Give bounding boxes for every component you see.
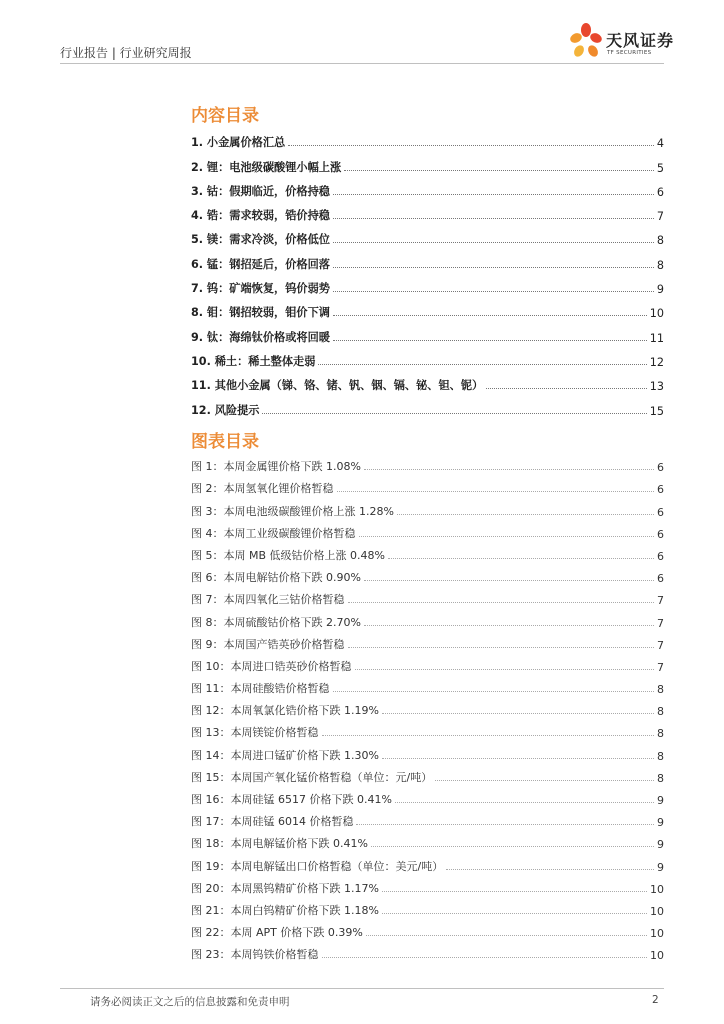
figure-entry-label[interactable]: 图 17：本周硅锰 6014 价格暂稳: [191, 815, 354, 829]
toc-entry[interactable]: [191, 175, 664, 199]
figure-entry-page-number[interactable]: 8: [657, 771, 664, 785]
footer-disclaimer: 请务必阅读正文之后的信息披露和免责申明: [90, 996, 290, 1008]
page-number: 2: [652, 994, 659, 1006]
dot-leader: [344, 170, 654, 171]
figure-entry[interactable]: [191, 874, 664, 896]
figure-entry-page-number[interactable]: 6: [657, 527, 664, 541]
figure-entry[interactable]: [191, 851, 664, 873]
toc-entry-label[interactable]: 11. 其他小金属（锑、铬、锗、钒、铟、镉、铋、钽、铌）: [191, 379, 484, 393]
toc-entry-label[interactable]: 8. 钼：钢招较弱，钼价下调: [191, 306, 330, 320]
figure-entry-page-number[interactable]: 9: [657, 838, 664, 852]
toc-entry[interactable]: [191, 345, 664, 369]
figure-entry[interactable]: [191, 940, 664, 962]
toc-entry-label[interactable]: 6. 锰：钢招延后，价格回落: [191, 257, 330, 271]
dot-leader: [395, 802, 654, 803]
logo-chinese-name: 天风证券: [606, 31, 675, 50]
figure-entry-label[interactable]: 图 4：本周工业级碳酸锂价格暂稳: [191, 526, 356, 540]
toc-list: [191, 126, 664, 418]
figure-entry-page-number[interactable]: 10: [650, 904, 664, 918]
figure-entry[interactable]: [191, 740, 664, 762]
dot-leader: [382, 758, 654, 759]
dot-leader: [382, 891, 647, 892]
toc-entry-label[interactable]: 12. 风险提示: [191, 403, 260, 417]
toc-entry-label[interactable]: 3. 钴：假期临近，价格持稳: [191, 184, 330, 198]
dot-leader: [356, 824, 654, 825]
toc-entry-label[interactable]: 4. 锆：需求较弱，锆价持稳: [191, 209, 330, 223]
toc-entry-label[interactable]: 7. 钨：矿端恢复，钨价弱势: [191, 282, 330, 296]
dot-leader: [359, 536, 655, 537]
dot-leader: [333, 340, 647, 341]
toc-entry-label[interactable]: 2. 锂：电池级碳酸锂小幅上涨: [191, 160, 342, 174]
dot-leader: [388, 558, 654, 559]
figure-entry-page-number[interactable]: 6: [657, 483, 664, 497]
dot-leader: [333, 218, 654, 219]
figure-entry[interactable]: [191, 474, 664, 496]
toc-entry-page-number[interactable]: 11: [649, 331, 664, 345]
toc-entry-page-number[interactable]: 12: [649, 355, 664, 369]
company-logo: [567, 22, 677, 62]
figure-entry[interactable]: [191, 541, 664, 563]
dot-leader: [333, 291, 654, 292]
figure-entry-label[interactable]: 图 6：本周电解钴价格下跌 0.90%: [191, 571, 361, 585]
dot-leader: [364, 625, 654, 626]
figure-entry-label[interactable]: 图 16：本周硅锰 6517 价格下跌 0.41%: [191, 793, 392, 806]
figure-entry-label[interactable]: 图 13：本周镁锭价格暂稳: [191, 726, 319, 740]
dot-leader: [333, 267, 654, 268]
figure-entry-label[interactable]: 图 23：本周钨铁价格暂稳: [191, 948, 319, 962]
figure-entry-label[interactable]: 图 10：本周进口锆英砂价格暂稳: [191, 659, 352, 673]
figure-entry[interactable]: [191, 696, 664, 718]
figure-entry[interactable]: [191, 652, 664, 674]
figure-entry[interactable]: [191, 807, 664, 829]
figure-entry-page-number[interactable]: 8: [657, 705, 664, 719]
figure-entry-label[interactable]: 图 11：本周硅酸锆价格暂稳: [191, 682, 330, 696]
dot-leader: [318, 364, 646, 365]
figure-entry[interactable]: [191, 829, 664, 851]
toc-entry-page-number[interactable]: 9: [656, 283, 664, 297]
toc-entry[interactable]: [191, 320, 664, 344]
figure-entry[interactable]: [191, 607, 664, 629]
figure-entry-label[interactable]: 图 18：本周电解锰价格下跌 0.41%: [191, 837, 368, 851]
figure-entry-page-number[interactable]: 6: [657, 505, 664, 519]
figure-entry-label[interactable]: 图 15：本周国产氧化锰价格暂稳（单位：元/吨）: [191, 770, 433, 784]
figure-entry-page-number[interactable]: 6: [657, 461, 664, 475]
toc-entry[interactable]: [191, 223, 664, 247]
toc-entry-label[interactable]: 1. 小金属价格汇总: [191, 136, 286, 150]
figure-entry-label[interactable]: 图 19：本周电解锰出口价格暂稳（单位：美元/吨）: [191, 859, 444, 873]
toc-entry[interactable]: [191, 296, 664, 320]
figure-entry[interactable]: [191, 452, 664, 474]
dot-leader: [322, 957, 648, 958]
toc-entry-page-number[interactable]: 15: [649, 404, 664, 418]
dot-leader: [382, 913, 647, 914]
logo-english-name: TF SECURITIES: [607, 50, 652, 56]
dot-leader: [371, 846, 654, 847]
toc-entry[interactable]: [191, 150, 664, 174]
figure-entry-page-number[interactable]: 9: [657, 860, 664, 874]
toc-entry[interactable]: [191, 126, 664, 150]
figures-toc-list: [191, 452, 664, 962]
figure-entry-label[interactable]: 图 3：本周电池级碳酸锂价格上涨 1.28%: [191, 504, 394, 518]
toc-entry-page-number[interactable]: 6: [656, 185, 664, 199]
toc-entry-label[interactable]: 9. 钛：海绵钛价格或将回暖: [191, 330, 330, 344]
dot-leader: [288, 145, 654, 146]
figure-entry-label[interactable]: 图 7：本周四氧化三钴价格暂稳: [191, 593, 345, 607]
dot-leader: [348, 647, 655, 648]
figure-entry-label[interactable]: 图 14：本周进口锰矿价格下跌 1.30%: [191, 748, 379, 762]
dot-leader: [364, 580, 654, 581]
toc-entry-page-number[interactable]: 10: [649, 307, 664, 321]
figure-entry-page-number[interactable]: 6: [657, 572, 664, 586]
dot-leader: [364, 469, 654, 470]
figure-entry-label[interactable]: 图 20：本周黑钨精矿价格下跌 1.17%: [191, 881, 379, 895]
toc-entry[interactable]: [191, 393, 664, 417]
figure-entry-label[interactable]: 图 12：本周氧氯化锆价格下跌 1.19%: [191, 704, 379, 718]
figure-entry[interactable]: [191, 519, 664, 541]
figure-entry-page-number[interactable]: 8: [657, 727, 664, 741]
figure-entry[interactable]: [191, 763, 664, 785]
dot-leader: [355, 669, 655, 670]
figure-entry-label[interactable]: 图 1：本周金属锂价格下跌 1.08%: [191, 460, 361, 474]
toc-entry-page-number[interactable]: 8: [656, 234, 664, 248]
toc-entry-page-number[interactable]: 7: [656, 210, 664, 224]
toc-entry-label[interactable]: 5. 镁：需求冷淡，价格低位: [191, 233, 330, 247]
figure-entry-page-number[interactable]: 9: [657, 794, 664, 807]
toc-entry[interactable]: [191, 247, 664, 271]
dot-leader: [382, 713, 654, 714]
toc-entry[interactable]: [191, 369, 664, 393]
toc-entry-page-number[interactable]: 13: [649, 380, 664, 394]
dot-leader: [366, 935, 647, 936]
figure-entry[interactable]: [191, 630, 664, 652]
dot-leader: [348, 602, 655, 603]
figure-entry[interactable]: [191, 674, 664, 696]
figure-entry[interactable]: [191, 918, 664, 940]
flower-logo-icon: [567, 22, 605, 62]
figure-entry-label[interactable]: 图 8：本周硫酸钴价格下跌 2.70%: [191, 615, 361, 629]
dot-leader: [337, 491, 655, 492]
figure-entry-page-number[interactable]: 7: [657, 638, 664, 652]
figure-entry-page-number[interactable]: 7: [657, 660, 664, 674]
dot-leader: [333, 315, 647, 316]
dot-leader: [322, 735, 655, 736]
figure-entry-page-number[interactable]: 6: [657, 549, 664, 563]
dot-leader: [333, 242, 654, 243]
figure-entry-label[interactable]: 图 9：本周国产锆英砂价格暂稳: [191, 637, 345, 651]
figure-entry-page-number[interactable]: 9: [657, 816, 664, 830]
figure-entry[interactable]: [191, 896, 664, 918]
figure-entry-label[interactable]: 图 5：本周 MB 低级钴价格上涨 0.48%: [191, 548, 385, 562]
footer-divider: [60, 988, 664, 989]
toc-entry[interactable]: [191, 199, 664, 223]
figure-entry-page-number[interactable]: 10: [650, 882, 664, 896]
dot-leader: [397, 514, 654, 515]
figure-entry-label[interactable]: 图 2：本周氢氧化锂价格暂稳: [191, 482, 334, 496]
figure-entry-page-number[interactable]: 8: [657, 683, 664, 697]
figure-entry-page-number[interactable]: 8: [657, 749, 664, 763]
dot-leader: [435, 780, 654, 781]
dot-leader: [486, 388, 647, 389]
figure-entry[interactable]: [191, 585, 664, 607]
figure-entry-page-number[interactable]: 7: [657, 616, 664, 630]
figure-entry[interactable]: [191, 718, 664, 740]
report-breadcrumb: 行业报告 | 行业研究周报: [60, 46, 192, 60]
header-divider: [60, 63, 664, 64]
dot-leader: [333, 194, 654, 195]
toc-title: 内容目录: [191, 106, 259, 126]
dot-leader: [333, 691, 655, 692]
toc-entry-page-number[interactable]: 4: [656, 137, 664, 151]
figure-entry[interactable]: [191, 496, 664, 518]
figure-entry-label[interactable]: 图 22：本周 APT 价格下跌 0.39%: [191, 926, 363, 940]
figure-entry-page-number[interactable]: 7: [657, 594, 664, 608]
figure-entry[interactable]: [191, 785, 664, 807]
figure-entry-page-number[interactable]: 10: [650, 949, 664, 963]
figure-entry-label[interactable]: 图 21：本周白钨精矿价格下跌 1.18%: [191, 903, 379, 917]
toc-entry[interactable]: [191, 272, 664, 296]
dot-leader: [262, 413, 646, 414]
toc-entry-label[interactable]: 10. 稀土：稀土整体走弱: [191, 354, 316, 368]
figure-entry-page-number[interactable]: 10: [650, 927, 664, 941]
toc-entry-page-number[interactable]: 8: [656, 258, 664, 272]
figure-entry[interactable]: [191, 563, 664, 585]
toc-entry-page-number[interactable]: 5: [656, 161, 664, 175]
figures-toc-title: 图表目录: [191, 432, 259, 452]
dot-leader: [446, 869, 654, 870]
